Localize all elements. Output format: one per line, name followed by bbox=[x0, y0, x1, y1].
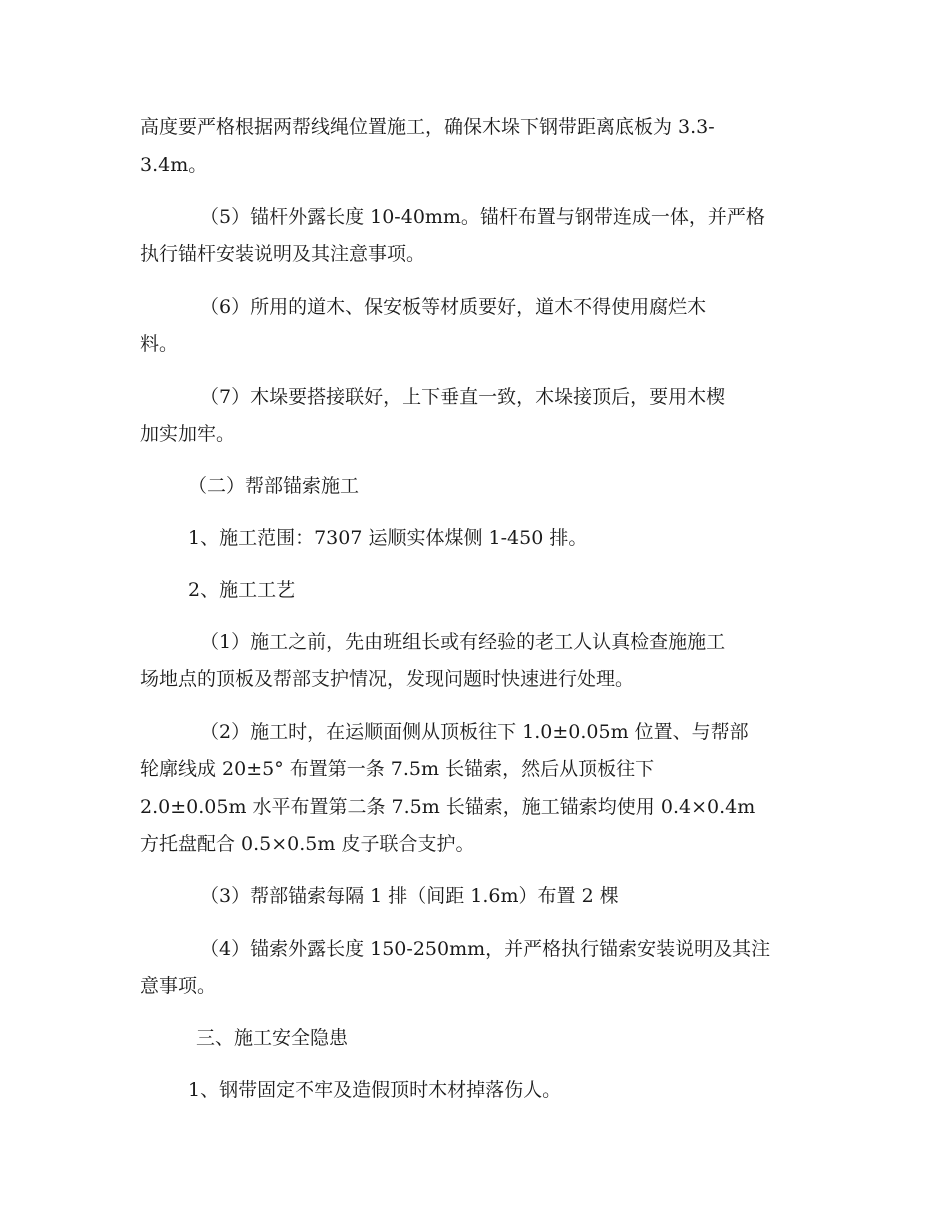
text-line: （5）锚杆外露长度 10-40mm。锚杆布置与钢带连成一体，并严格 bbox=[200, 206, 765, 228]
text-line: （4）锚索外露长度 150-250mm，并严格执行锚索安装说明及其注 bbox=[200, 938, 771, 960]
text-line: （1）施工之前，先由班组长或有经验的老工人认真检查施施工 bbox=[200, 631, 726, 653]
text-line: （3）帮部锚索每隔 1 排（间距 1.6m）布置 2 棵 bbox=[200, 885, 619, 907]
subsection-heading: 2、施工工艺 bbox=[188, 579, 296, 601]
text-line: 2.0±0.05m 水平布置第二条 7.5m 长锚索，施工锚索均使用 0.4×0.4m bbox=[140, 796, 756, 818]
text-line: 高度要严格根据两帮线绳位置施工，确保木垛下钢带距离底板为 3.3- bbox=[140, 116, 715, 138]
text-line: 轮廓线成 20±5° 布置第一条 7.5m 长锚索，然后从顶板往下 bbox=[140, 758, 655, 780]
text-line: 场地点的顶板及帮部支护情况，发现问题时快速进行处理。 bbox=[140, 668, 635, 690]
text-line: 意事项。 bbox=[140, 975, 217, 997]
text-line: （7）木垛要搭接联好，上下垂直一致，木垛接顶后，要用木楔 bbox=[200, 386, 726, 408]
text-line: （2）施工时，在运顺面侧从顶板往下 1.0±0.05m 位置、与帮部 bbox=[200, 721, 749, 743]
text-line: 料。 bbox=[140, 333, 179, 355]
section-heading: 三、施工安全隐患 bbox=[196, 1027, 349, 1049]
text-line: 3.4m。 bbox=[140, 154, 208, 176]
text-line: 1、施工范围：7307 运顺实体煤侧 1-450 排。 bbox=[188, 527, 588, 549]
text-line: 方托盘配合 0.5×0.5m 皮子联合支护。 bbox=[140, 833, 475, 855]
text-line: （6）所用的道木、保安板等材质要好，道木不得使用腐烂木 bbox=[200, 296, 707, 318]
text-line: 执行锚杆安装说明及其注意事项。 bbox=[140, 243, 426, 265]
text-line: 加实加牢。 bbox=[140, 423, 236, 445]
section-heading: （二）帮部锚索施工 bbox=[188, 475, 360, 497]
text-line: 1、钢带固定不牢及造假顶时木材掉落伤人。 bbox=[188, 1079, 562, 1101]
